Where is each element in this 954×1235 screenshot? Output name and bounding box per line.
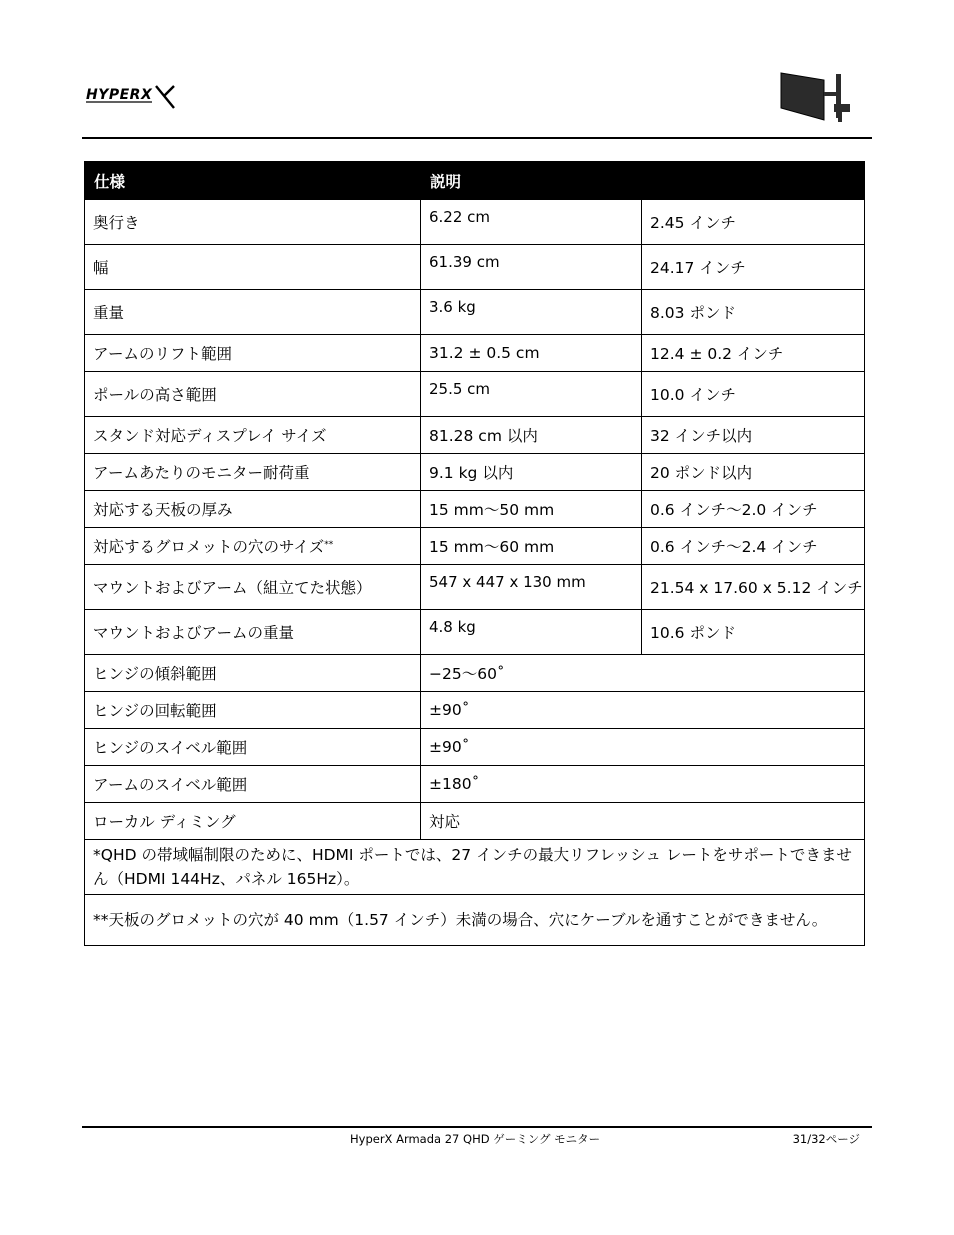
spec-value-imperial: 2.45 インチ [642,200,865,245]
spec-value-metric: 61.39 cm [421,245,642,290]
spec-value-imperial: 21.54 x 17.60 x 5.12 インチ [642,565,865,610]
spec-label: アームあたりのモニター耐荷重 [85,454,421,491]
spec-value: ±180˚ [421,766,865,803]
table-row [85,610,865,655]
table-row [85,766,865,803]
spec-label: ヒンジの回転範囲 [85,692,421,729]
spec-label: 対応する天板の厚み [85,491,421,528]
spec-value-metric: 25.5 cm [421,372,642,417]
spec-value-imperial: 0.6 インチ～2.0 インチ [642,491,865,528]
logo-wordmark: HYPERX [86,87,153,103]
table-row [85,692,865,729]
spec-value-metric: 31.2 ± 0.5 cm [421,335,642,372]
spec-value-metric: 15 mm～60 mm [421,528,642,565]
spec-label: 奥行き [85,200,421,245]
table-row [85,491,865,528]
spec-label: アームのスイベル範囲 [85,766,421,803]
header-divider [82,137,872,139]
spec-value-imperial: 0.6 インチ～2.4 インチ [642,528,865,565]
table-row [85,372,865,417]
footnote-hdmi: *QHD の帯域幅制限のために、HDMI ポートでは、27 インチの最大リフレッシュ レートをサポートできません（HDMI 144Hz、パネル 165Hz）。 [85,840,865,895]
table-row [85,803,865,840]
spec-value-imperial: 24.17 インチ [642,245,865,290]
footer-page-number: 31/32ページ [792,1132,860,1146]
table-row [85,528,865,565]
spec-value: ±90˚ [421,729,865,766]
monitor-arm-icon [778,70,856,126]
footnote-marker: ** [324,540,334,550]
spec-label-text: 対応するグロメットの穴のサイズ [93,538,325,556]
spec-label: マウントおよびアームの重量 [85,610,421,655]
spec-value-imperial: 32 インチ以内 [642,417,865,454]
table-row [85,729,865,766]
spec-value-imperial: 12.4 ± 0.2 インチ [642,335,865,372]
footer-divider [82,1126,872,1128]
table-row [85,335,865,372]
footnote-grommet: **天板のグロメットの穴が 40 mm（1.57 インチ）未満の場合、穴にケーブルを通すことができません。 [85,895,865,946]
column-header-description: 説明 [421,162,865,200]
footnote-row [85,840,865,895]
spec-value-imperial: 8.03 ポンド [642,290,865,335]
footer-document-title: HyperX Armada 27 QHD ゲーミング モニター [350,1132,601,1146]
spec-label [85,528,421,565]
table-row [85,200,865,245]
spec-label: スタンド対応ディスプレイ サイズ [85,417,421,454]
spec-value-imperial: 10.0 インチ [642,372,865,417]
spec-label: マウントおよびアーム（組立てた状態） [85,565,421,610]
spec-value: 対応 [421,803,865,840]
table-row [85,565,865,610]
table-row [85,655,865,692]
table-row [85,290,865,335]
spec-value-imperial: 10.6 ポンド [642,610,865,655]
spec-value: ±90˚ [421,692,865,729]
spec-value-metric: 6.22 cm [421,200,642,245]
column-header-spec: 仕様 [85,162,421,200]
table-header-row [85,162,865,200]
spec-value-metric: 4.8 kg [421,610,642,655]
spec-label: 重量 [85,290,421,335]
spec-label: ポールの高さ範囲 [85,372,421,417]
spec-label: 幅 [85,245,421,290]
spec-label: ヒンジのスイベル範囲 [85,729,421,766]
spec-value-metric: 9.1 kg 以内 [421,454,642,491]
spec-value-metric: 15 mm～50 mm [421,491,642,528]
spec-value-metric: 547 x 447 x 130 mm [421,565,642,610]
footnote-row [85,895,865,946]
spec-label: アームのリフト範囲 [85,335,421,372]
table-row [85,454,865,491]
table-row [85,417,865,454]
spec-value-metric: 81.28 cm 以内 [421,417,642,454]
spec-table [84,161,865,946]
spec-label: ヒンジの傾斜範囲 [85,655,421,692]
hyperx-logo [84,80,184,112]
table-row [85,245,865,290]
spec-value-imperial: 20 ポンド以内 [642,454,865,491]
spec-value: −25～60˚ [421,655,865,692]
spec-label: ローカル ディミング [85,803,421,840]
spec-value-metric: 3.6 kg [421,290,642,335]
